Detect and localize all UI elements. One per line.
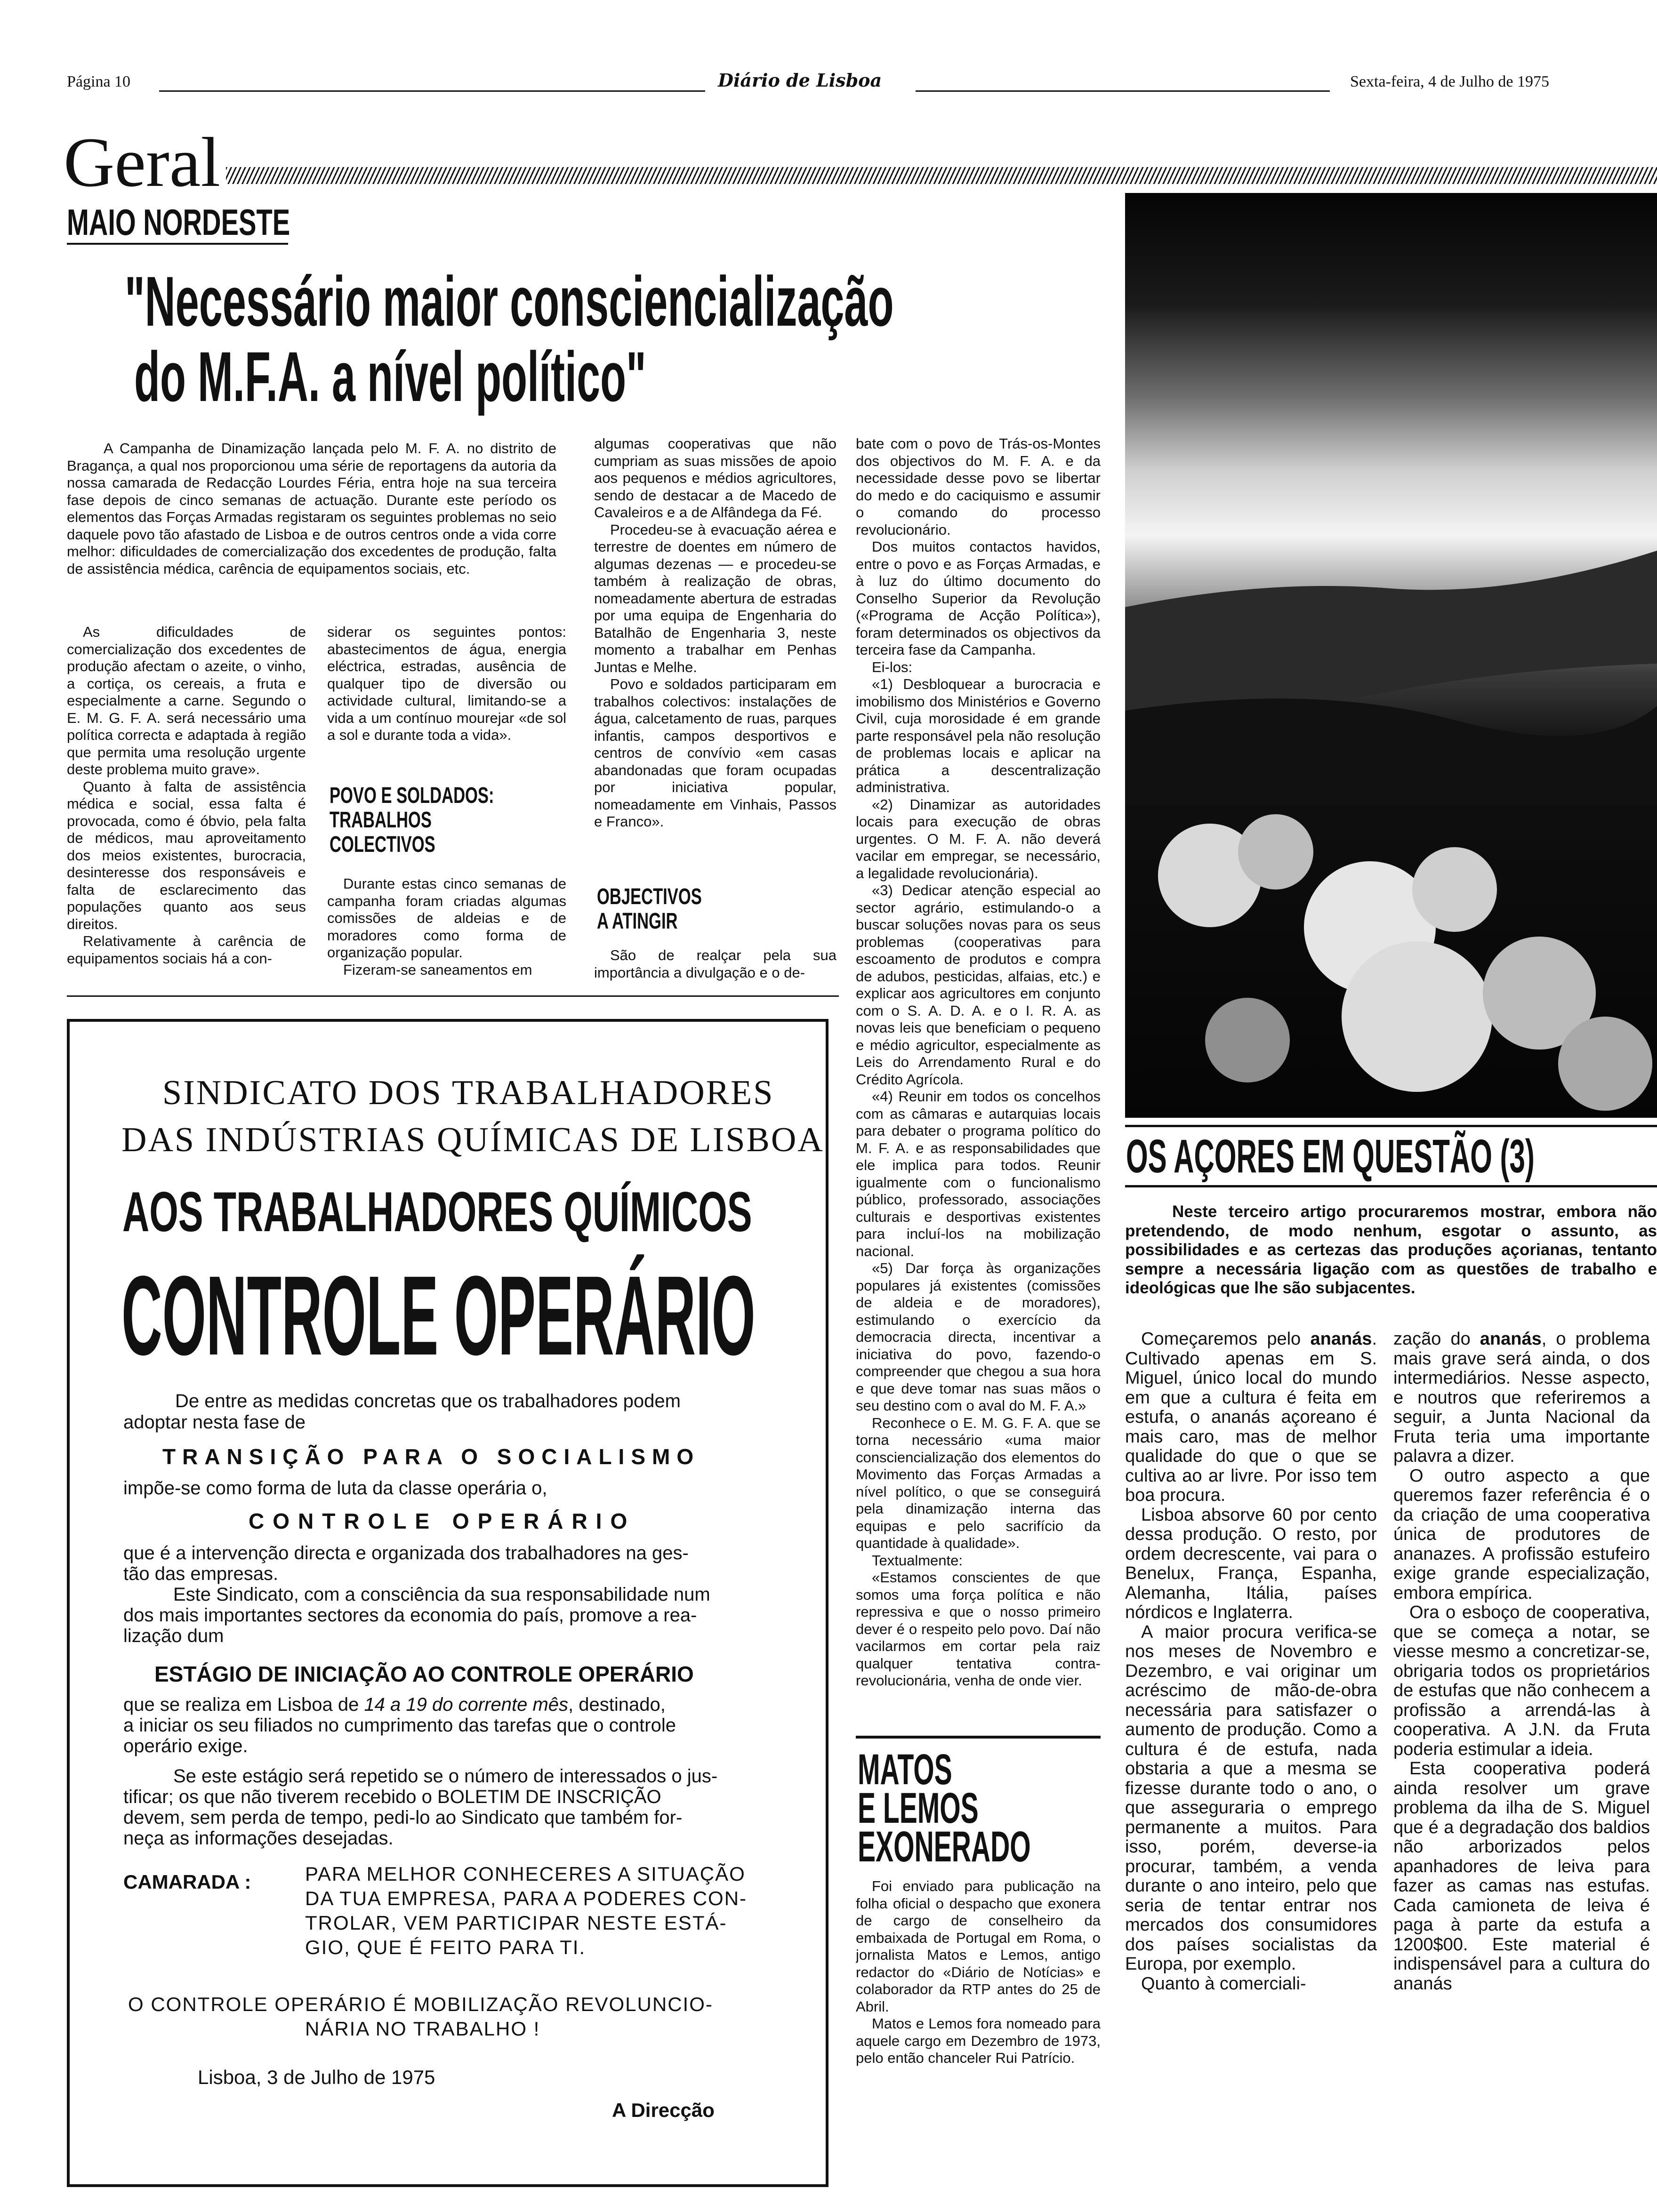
ad-slogan: NÁRIA NO TRABALHO !: [305, 2018, 540, 2040]
subhead-povo-soldados-2: TRABALHOS: [330, 808, 432, 833]
ad-text: a iniciar os seu filiados no cumprimento das tarefas que o controle: [123, 1715, 676, 1736]
kicker-underline: [67, 243, 288, 245]
ad-stage-title: ESTÁGIO DE INICIAÇÃO AO CONTROLE OPERÁRIO: [154, 1662, 694, 1686]
paragraph: «4) Reunir em todos os concelhos com as câmaras e autarquias locais para debater o programa político do M. F. A. e as responsabilidades que ele implica para todos. Reunir igualmente com o funcionalismo público, professorado, associações culturais e desportivas existentes para incluí-los na mobilização nacional.: [856, 1088, 1101, 1259]
headline-line-1: "Necessário maior consciencialização: [125, 262, 894, 341]
article-kicker: MAIO NORDESTE: [67, 201, 290, 243]
azores-landscape-photo: [1125, 193, 1657, 1118]
ad-spaced-heading: TRANSIÇÃO PARA O SOCIALISMO: [162, 1444, 700, 1469]
paragraph: As dificuldades de comercialização dos excedentes de produção afectam o azeite, o vinho, a cortiça, os cereais, a fruta e especialmente a carne. Segundo o E. M. G. F. A. será necessário uma política correcta e adaptada à região que permita uma resolução urgente deste problema muito grave».: [67, 624, 306, 777]
paragraph: Procedeu-se à evacuação aérea e terrestre de doentes em número de algumas dezenas — e procedeu-se também à realização de obras, nomeadamente abertura de estradas por uma equipa de Engenharia do Batalhão de Engenharia 3, neste momento a trabalhar em Penhas Juntas e Melhe.: [594, 521, 837, 675]
article3-column-2: [1393, 1330, 1650, 2212]
article-column-2b: [327, 875, 566, 988]
ad-signature: A Direcção: [612, 2099, 715, 2121]
paragraph: [1393, 1330, 1650, 1467]
ad-slogan: O CONTROLE OPERÁRIO É MOBILIZAÇÃO REVOLUNCIO-: [128, 1993, 713, 2015]
ad-text: neça as informações desejadas.: [123, 1828, 394, 1849]
article2-headline-2: E LEMOS: [858, 1784, 979, 1832]
paragraph: Relativamente à carência de equipamentos sociais há a con-: [67, 933, 306, 967]
paragraph: Povo e soldados participaram em trabalhos colectivos: instalações de água, calcetamento de ruas, parques infantis, campos desportivos e centros de convívio «em casas abandonadas que foram ocupadas por iniciativa popular, nomeadamente em Vinhais, Passos e Franco».: [594, 676, 837, 830]
text: , destinado,: [568, 1694, 666, 1715]
subhead-povo-soldados-1: POVO E SOLDADOS:: [330, 783, 494, 808]
paragraph: Matos e Lemos fora nomeado para aquele cargo em Dezembro de 1973, pelo então chanceler Rui Patrício.: [856, 2015, 1101, 2066]
section-hatch-rule: [226, 167, 1657, 184]
ad-union-line-2: DAS INDÚSTRIAS QUÍMICAS DE LISBOA: [121, 1121, 824, 1159]
paragraph: «Estamos conscientes de que somos uma força política e não repressiva e que o nosso primeiro dever é o respeito pelo povo. Daí não vacilarmos em cortar pela raiz qualquer tentativa contra-revolucionária, venha de onde vier.: [856, 1569, 1101, 1689]
ad-union-line-1: SINDICATO DOS TRABALHADORES: [162, 1074, 774, 1112]
paragraph: Dos muitos contactos havidos, entre o povo e as Forças Armadas, e à luz do último documento do Conselho Superior da Revolução («Programa de Acção Política»), foram determinados os objectivos da terceira fase da Campanha.: [856, 538, 1101, 658]
ad-camarada-label: CAMARADA :: [123, 1871, 251, 1893]
article-column-4: [856, 435, 1101, 1723]
headline-line-2: do M.F.A. a nível político": [134, 337, 646, 416]
paragraph: Quanto à falta de assistência médica e social, essa falta é provocada, como é óbvio, pela falta de médicos, mau aproveitamento dos meios existentes, burocracia, desinteresse dos responsáveis e falta de esclarecimento das populações quanto aos seus direitos.: [67, 778, 306, 932]
paragraph: «5) Dar força às organizações populares já existentes (comissões de aldeia e de moradores), estimulando o exercício da democracia directa, incentivar a iniciativa do povo, fazendo-o compreender que chegou a sua hora e que deve tomar nas suas mãos o seu destino com o aval do M. F. A.»: [856, 1260, 1101, 1414]
article2-top-rule: [856, 1736, 1101, 1739]
article-column-3b: [594, 947, 837, 985]
ad-spaced-heading: CONTROLE OPERÁRIO: [249, 1509, 636, 1533]
ad-text: lização dum: [123, 1626, 224, 1646]
text: zação do: [1393, 1330, 1480, 1349]
paragraph: São de realçar pela sua importância a divulgação e o de-: [594, 947, 837, 981]
text: . Cultivado apenas em S. Miguel, único local do mundo em que a cultura é feita em estufa, o ananás açoreano é mais caro, mas de melhor qualidade do que o que se cultiva ao ar livre. Por isso tem boa procura.: [1125, 1330, 1377, 1505]
text: , o problema mais grave será ainda, o dos intermediários. Nesse aspecto, e noutros que referiremos a seguir, a Junta Nacional da Fruta teria uma importante palavra a dizer.: [1393, 1330, 1650, 1466]
paragraph: «1) Desbloquear a burocracia e imobilismo dos Ministérios e Governo Civil, cuja morosidade é em grande parte responsável pela não resolução de problemas locais e aplicar na prática a descentralização administrativa.: [856, 676, 1101, 795]
article3-headline: OS AÇORES EM QUESTÃO (3): [1126, 1130, 1535, 1183]
article3-top-rule: [1125, 1125, 1657, 1127]
masthead-rule-left: [159, 90, 705, 92]
text: 14 a 19 do corrente mês: [364, 1694, 569, 1715]
paragraph: A maior procura verifica-se nos meses de Novembro e Dezembro, e vai originar um acréscimo de mão-de-obra necessária para satisfazer o aumento de produção. Como a cultura é de estufa, nada obstaria a que a mesma se fizesse durante todo o ano, o que asseguraria o emprego permanente a muitos. Para isso, porém, deverse-ia procurar, também, a venda durante o ano inteiro, pelo que seria de tentar entrar nos mercados dos consumidores dos países socialistas da Europa, por exemplo.: [1125, 1622, 1377, 1974]
ad-camarada-text: GIO, QUE É FEITO PARA TI.: [305, 1936, 586, 1958]
article2-headline-1: MATOS: [858, 1746, 952, 1794]
issue-date: Sexta-feira, 4 de Julho de 1975: [1350, 73, 1549, 90]
paragraph: Reconhece o E. M. G. F. A. que se torna necessário «uma maior consciencialização dos elementos do Movimento das Forças Armadas a nível político, o que se conseguirá pela dinamização interna das equipas e pelo sacrifício da quantidade à qualidade».: [856, 1414, 1101, 1551]
subhead-povo-soldados-3: COLECTIVOS: [330, 832, 435, 857]
ad-text: De entre as medidas concretas que os trabalhadores podem: [175, 1391, 681, 1411]
ad-place-date: Lisboa, 3 de Julho de 1975: [198, 2066, 435, 2088]
subhead-objectivos-2: A ATINGIR: [597, 909, 678, 934]
ad-text: adoptar nesta fase de: [123, 1412, 306, 1433]
text: Começaremos pelo: [1141, 1330, 1311, 1349]
subhead-objectivos-1: OBJECTIVOS: [597, 884, 702, 909]
ad-text: Este Sindicato, com a consciência da sua responsabilidade num: [173, 1584, 710, 1605]
ad-text: impõe-se como forma de luta da classe operária o,: [123, 1478, 547, 1499]
paragraph: Lisboa absorve 60 por cento dessa produção. O resto, por ordem decrescente, vai para o Benelux, França, Espanha, Alemanha, Itália, países nórdicos e Inglaterra.: [1125, 1505, 1377, 1622]
ad-text: operário exige.: [123, 1736, 248, 1756]
ad-text: [123, 1694, 666, 1715]
text: ananás: [1310, 1330, 1372, 1349]
paragraph: Ei-los:: [872, 658, 913, 675]
ad-text: devem, sem perda de tempo, pedi-lo ao Sindicato que também for-: [123, 1807, 683, 1828]
paragraph: Esta cooperativa poderá ainda resolver um grave problema da ilha de S. Miguel que é a degradação dos baldios não arborizados pelos apanhadores de leiva para fazer as camas nas estufas. Cada camioneta de leiva é paga à parte da estufa a 1200$00. Este material é indispensável para a cultura do ananás: [1393, 1759, 1650, 1994]
article-lead: [67, 440, 556, 614]
paragraph: O outro aspecto a que queremos fazer referência é o da criação de uma cooperativa única de produtores de ananazes. A profissão estufeiro exige grande especialização, embora empírica.: [1393, 1466, 1650, 1603]
article-column-2a: [327, 624, 566, 765]
ad-text: que é a intervenção directa e organizada dos trabalhadores na ges-: [123, 1543, 689, 1563]
article-column-3a: [594, 435, 837, 882]
lead-paragraph: A Campanha de Dinamização lançada pelo M. F. A. no distrito de Bragança, a qual nos proporcionou uma série de reportagens da autoria da nossa camarada de Redacção Lourdes Féria, entra hoje na sua terceira fase depois de cinco semanas de actuação. Durante este período os elementos das Forças Armadas registaram os seguintes problemas no seio daquele povo tão afastado de Lisboa e de outros centros onde a vida corre melhor: dificuldades de comercialização dos excedentes de produção, falta de assistência médica, carência de equipamentos sociais, etc.: [67, 440, 556, 577]
paragraph: «2) Dinamizar as autoridades locais para execução de obras urgentes. O M. F. A. não deverá vacilar em empregar, se necessário, a legalidade revolucionária).: [856, 796, 1101, 882]
masthead-rule-right: [916, 90, 1330, 92]
text: ananás: [1480, 1330, 1542, 1349]
article-divider: [67, 995, 839, 997]
paragraph: [1125, 1330, 1377, 1506]
paragraph: Textualmente:: [872, 1552, 963, 1569]
article3-column-1: [1125, 1330, 1377, 2212]
paragraph: Durante estas cinco semanas de campanha foram criadas algumas comissões de aldeias e de moradores como forma de organização popular.: [327, 875, 566, 961]
ad-text: tão das empresas.: [123, 1563, 279, 1584]
article3-lead: [1125, 1202, 1657, 1325]
article3-headline-rule: [1125, 1185, 1657, 1187]
ad-title: AOS TRABALHADORES QUÍMICOS: [122, 1180, 752, 1243]
ad-camarada-text: TROLAR, VEM PARTICIPAR NESTE ESTÁ-: [305, 1912, 727, 1934]
section-title: Geral: [64, 123, 221, 201]
ad-text: tificar; os que não tiverem recebido o BOLETIM DE INSCRIÇÃO: [123, 1787, 661, 1807]
article2-body: [856, 1878, 1101, 2188]
paragraph: siderar os seguintes pontos: abastecimentos de água, energia eléctrica, estradas, ausência de qualquer tipo de diversão ou actividade cultural, limitando-se a vida a um contínuo mourejar «de sol a sol e durante toda a vida».: [327, 624, 566, 743]
paragraph: Foi enviado para publicação na folha oficial o despacho que exonera de cargo de conselheiro da embaixada de Portugal em Roma, o jornalista Matos e Lemos, antigo redactor do «Diário de Notícias» e colaborador da RTP antes do 25 de Abril.: [856, 1878, 1101, 2015]
ad-camarada-text: PARA MELHOR CONHECERES A SITUAÇÃO: [305, 1863, 746, 1885]
text: que se realiza em Lisboa de: [123, 1694, 364, 1715]
ad-big-title: CONTROLE OPERÁRIO: [121, 1252, 756, 1378]
ad-camarada-text: DA TUA EMPRESA, PARA A PODERES CON-: [305, 1887, 748, 1909]
lead-paragraph: Neste terceiro artigo procuraremos mostrar, embora não pretendendo, de modo nenhum, esgotar o assunto, as possibilidades e as certezas das produções açorianas, tentanto sempre a necessária ligação com as questões de trabalho e ideológicas que lhe são subjacentes.: [1125, 1202, 1657, 1297]
ad-text: Se este estágio será repetido se o número de interessados o jus-: [173, 1766, 718, 1787]
paragraph: Quanto à comerciali-: [1141, 1973, 1306, 1994]
photo-detail: [1125, 193, 1657, 1118]
article-column-1: [67, 624, 306, 986]
ad-text: dos mais importantes sectores da economia do país, promove a rea-: [123, 1605, 697, 1626]
paragraph: Fizeram-se saneamentos em: [343, 961, 532, 978]
newspaper-name: Diário de Lisboa: [718, 70, 882, 91]
page-number: Página 10: [67, 73, 131, 90]
article2-headline-3: EXONERADO: [858, 1823, 1031, 1871]
paragraph: «3) Dedicar atenção especial ao sector agrário, estimulando-o a buscar soluções novas para os seus problemas (cooperativas para escoamento de produtos e compra de adubos, pesticidas, alfaias, etc.) e explicar aos agricultores em conjunto com o S. A. D. A. e o I. R. A. as novas leis que beneficiam o pequeno e médio agricultor, especialmente as Leis do Arrendamento Rural e do Crédito Agrícola.: [856, 882, 1101, 1088]
paragraph: bate com o povo de Trás-os-Montes dos objectivos do M. F. A. e da necessidade desse povo se libertar do medo e do caciquismo e assumir o comando do processo revolucionário.: [856, 435, 1101, 538]
paragraph: Ora o esboço de cooperativa, que se começa a notar, se viesse mesmo a concretizar-se, obrigaria todos os proprietários de estufas que não conhecem a profissão a arrendá-las à cooperativa. A J.N. da Fruta poderia estimular a ideia.: [1393, 1603, 1650, 1759]
paragraph: algumas cooperativas que não cumpriam as suas missões de apoio aos pequenos e médios agricultores, sendo de destacar a de Macedo de Cavaleiros e a de Alfândega da Fé.: [594, 435, 837, 521]
